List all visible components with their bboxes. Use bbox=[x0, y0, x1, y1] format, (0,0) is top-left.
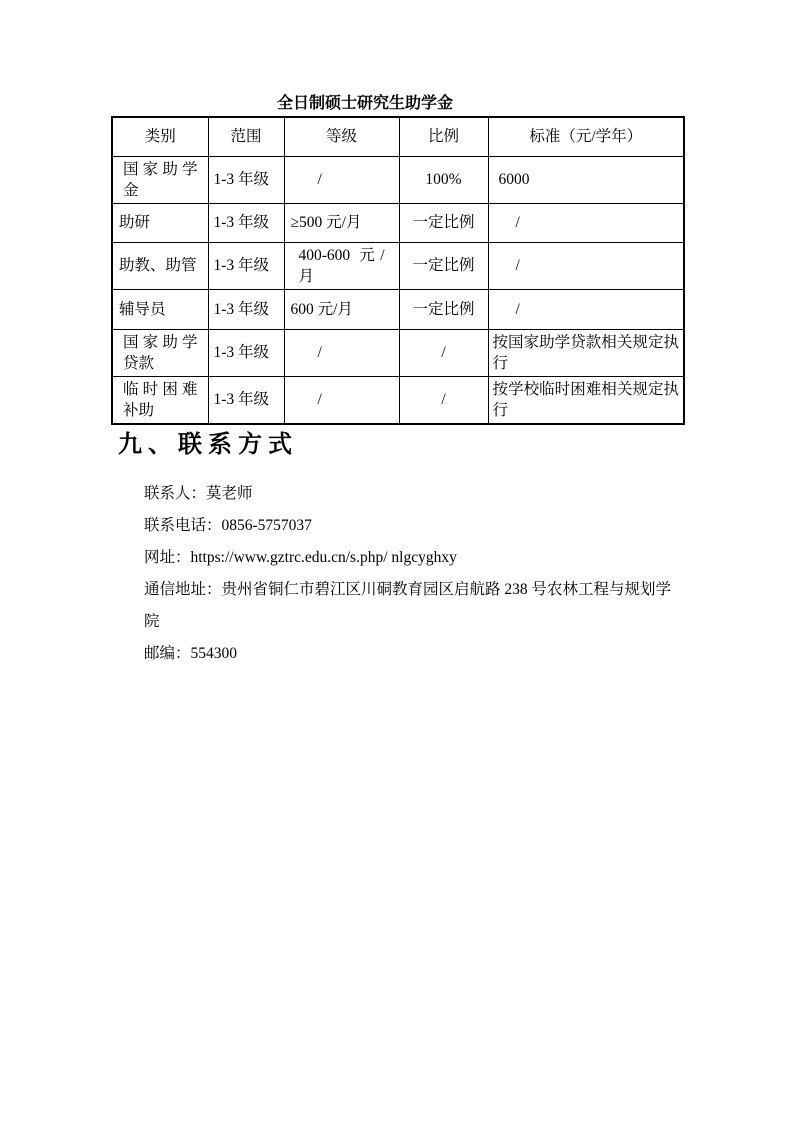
cell-ratio: 一定比例 bbox=[399, 203, 488, 242]
cell-scope: 1-3 年级 bbox=[208, 329, 284, 376]
contact-postal-line: 邮编：554300 bbox=[144, 645, 238, 662]
cell-category: 临时困难补助 bbox=[112, 376, 208, 424]
cell-category: 国家助学金 bbox=[112, 156, 208, 203]
cell-category: 助教、助管 bbox=[112, 242, 208, 289]
contact-website-line: 网址：https://www.gztrc.edu.cn/s.php/ nlgcyghxy bbox=[144, 549, 457, 566]
cell-level: / bbox=[284, 329, 399, 376]
cell-standard: / bbox=[488, 203, 684, 242]
table-header-row bbox=[112, 117, 684, 156]
cell-category: 辅导员 bbox=[112, 289, 208, 329]
table-row bbox=[112, 289, 684, 329]
cell-category: 国家助学贷款 bbox=[112, 329, 208, 376]
cell-standard: 6000 bbox=[488, 156, 684, 203]
cell-ratio: 一定比例 bbox=[399, 289, 488, 329]
column-header-scope: 范围 bbox=[208, 117, 284, 156]
section-heading: 九、联系方式 bbox=[118, 432, 298, 458]
contact-block bbox=[144, 478, 682, 670]
cell-level: / bbox=[284, 376, 399, 424]
cell-level: ≥500 元/月 bbox=[284, 203, 399, 242]
table-row bbox=[112, 156, 684, 203]
contact-phone-line: 联系电话：0856-5757037 bbox=[144, 517, 312, 534]
cell-scope: 1-3 年级 bbox=[208, 156, 284, 203]
cell-scope: 1-3 年级 bbox=[208, 242, 284, 289]
scholarship-table bbox=[111, 116, 685, 425]
cell-scope: 1-3 年级 bbox=[208, 376, 284, 424]
table-row bbox=[112, 203, 684, 242]
column-header-category: 类别 bbox=[112, 117, 208, 156]
column-header-standard: 标准（元/学年） bbox=[488, 117, 684, 156]
cell-level: 400-600 元/月 bbox=[284, 242, 399, 289]
table-row bbox=[112, 376, 684, 424]
cell-ratio: / bbox=[399, 329, 488, 376]
cell-ratio: 100% bbox=[399, 156, 488, 203]
column-header-level: 等级 bbox=[284, 117, 399, 156]
cell-level: 600 元/月 bbox=[284, 289, 399, 329]
cell-standard: 按学校临时困难相关规定执行 bbox=[488, 376, 684, 424]
column-header-ratio: 比例 bbox=[399, 117, 488, 156]
cell-standard: 按国家助学贷款相关规定执行 bbox=[488, 329, 684, 376]
cell-standard: / bbox=[488, 289, 684, 329]
table-row bbox=[112, 242, 684, 289]
cell-scope: 1-3 年级 bbox=[208, 289, 284, 329]
cell-scope: 1-3 年级 bbox=[208, 203, 284, 242]
cell-level: / bbox=[284, 156, 399, 203]
contact-person-line: 联系人：莫老师 bbox=[144, 485, 253, 502]
contact-address-line: 通信地址：贵州省铜仁市碧江区川硐教育园区启航路 238 号农林工程与规划学院 bbox=[144, 581, 672, 630]
table-title: 全日制硕士研究生助学金 bbox=[276, 95, 453, 112]
cell-ratio: / bbox=[399, 376, 488, 424]
cell-standard: / bbox=[488, 242, 684, 289]
table-row bbox=[112, 329, 684, 376]
cell-ratio: 一定比例 bbox=[399, 242, 488, 289]
cell-category: 助研 bbox=[112, 203, 208, 242]
